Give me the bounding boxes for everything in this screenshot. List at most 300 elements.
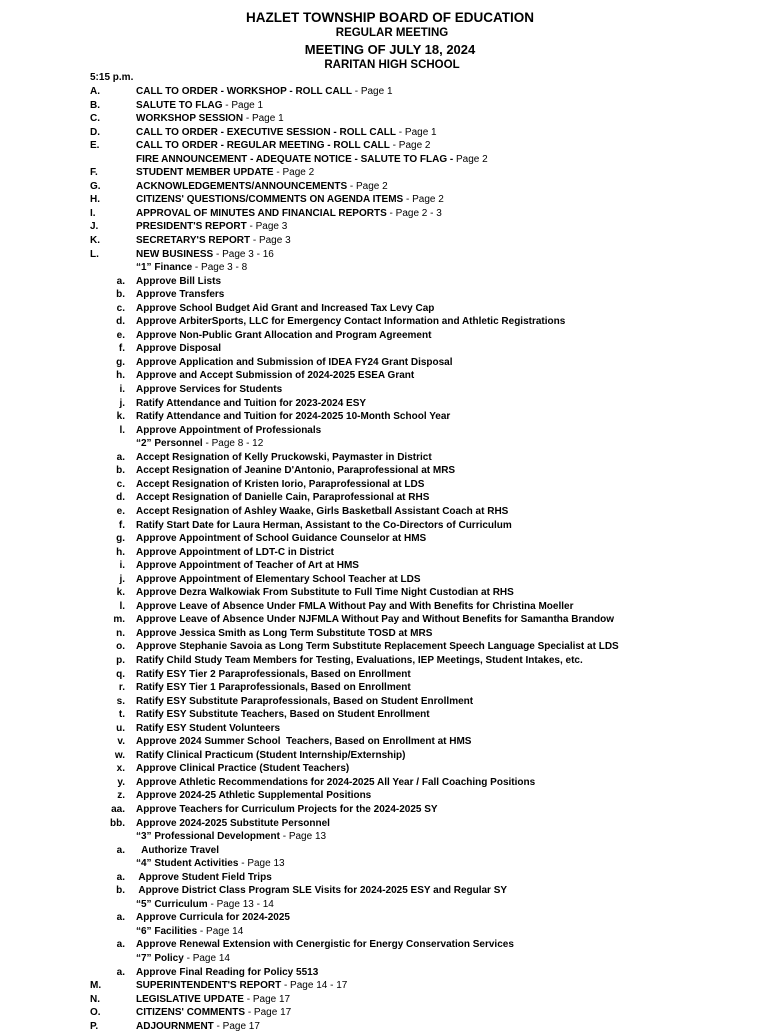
agenda-item <box>0 803 770 817</box>
agenda-item-title: Ratify Child Study Team Members for Testing, Evaluations, IEP Meetings, Student Intakes, etc. <box>136 654 583 666</box>
agenda-item-title: Authorize Travel <box>136 844 219 856</box>
agenda-item <box>0 302 770 316</box>
agenda-item <box>0 532 770 546</box>
agenda-item-label: d. <box>116 316 125 328</box>
agenda-item-text <box>136 139 430 153</box>
agenda-item-text <box>136 126 437 140</box>
agenda-item-text <box>136 559 359 573</box>
agenda-item <box>0 695 770 709</box>
agenda-item-title: Ratify ESY Substitute Teachers, Based on Student Enrollment <box>136 709 430 721</box>
agenda-item-text <box>136 505 508 519</box>
agenda-item-text <box>136 668 411 682</box>
agenda-item-title: APPROVAL OF MINUTES AND FINANCIAL REPORTS <box>136 207 387 219</box>
agenda-item-title: Approve Non-Public Grant Allocation and Program Agreement <box>136 329 432 341</box>
agenda-item-title: Accept Resignation of Kelly Pruckowski, Paymaster in District <box>136 451 432 463</box>
agenda-item-title: Approve Leave of Absence Under NJFMLA Without Pay and Without Benefits for Samantha Brandow <box>136 614 615 626</box>
agenda-item <box>0 559 770 573</box>
agenda-item-label: b. <box>116 885 125 897</box>
agenda-item <box>0 817 770 831</box>
agenda-item-text <box>136 383 282 397</box>
agenda-item-text <box>136 437 263 451</box>
agenda-item-page: - Page 13 <box>279 831 327 843</box>
agenda-item-label: q. <box>116 668 125 680</box>
agenda-item-title: Approve Dezra Walkowiak From Substitute to Full Time Night Custodian at RHS <box>136 587 514 599</box>
agenda-item-label: t. <box>118 709 125 721</box>
agenda-item <box>0 979 770 993</box>
agenda-item-label: C. <box>90 113 100 125</box>
agenda-item-label: e. <box>116 329 125 341</box>
agenda-item-page: - Page 8 - 12 <box>202 438 264 450</box>
agenda-item <box>0 397 770 411</box>
agenda-item-text <box>136 166 314 180</box>
agenda-item-label: g. <box>116 533 125 545</box>
agenda-item-text <box>136 749 406 763</box>
agenda-item-label: y. <box>117 776 125 788</box>
agenda-item-label: c. <box>116 478 125 490</box>
agenda-item-title: Approve Appointment of Professionals <box>136 424 322 436</box>
agenda-item-text <box>136 85 393 99</box>
agenda-item-label: j. <box>119 397 125 409</box>
agenda-item-title: Approve 2024-2025 Substitute Personnel <box>136 817 330 829</box>
agenda-item-label: a. <box>116 939 125 951</box>
agenda-item-title: Ratify ESY Substitute Paraprofessionals, Based on Student Enrollment <box>136 695 474 707</box>
agenda-item-label: bb. <box>110 817 125 829</box>
agenda-item-label: E. <box>90 140 100 152</box>
agenda-item-text <box>136 248 274 262</box>
agenda-item-title: STUDENT MEMBER UPDATE <box>136 167 274 179</box>
agenda-item-title: Approve ArbiterSports, LLC for Emergency Contact Information and Athletic Registrations <box>136 316 566 328</box>
agenda-item-label: o. <box>116 641 125 653</box>
agenda-item <box>0 505 770 519</box>
agenda-item-title: Approve Final Reading for Policy 5513 <box>136 966 319 978</box>
agenda-item-text <box>136 451 432 465</box>
agenda-item-label: a. <box>116 844 125 856</box>
agenda-item-label: u. <box>116 722 125 734</box>
agenda-item-label: e. <box>116 505 125 517</box>
agenda-item-text <box>136 600 573 614</box>
agenda-item-title: Approve Services for Students <box>136 384 283 396</box>
agenda-item-page: - Page 2 <box>347 180 388 192</box>
agenda-item-title: Approve Appointment of School Guidance Counselor at HMS <box>136 533 427 545</box>
agenda-item-text <box>136 871 272 885</box>
agenda-item-title: Approve Appointment of LDT-C in District <box>136 546 334 558</box>
agenda-item-text <box>136 722 280 736</box>
agenda-item-page: - Page 14 <box>183 953 230 964</box>
agenda-item-label: h. <box>116 370 125 382</box>
agenda-item-text <box>136 153 488 167</box>
agenda-item-page: - Page 17 <box>245 1007 292 1019</box>
agenda-item-title: Approve Curricula for 2024-2025 <box>136 912 290 924</box>
agenda-item-title: SUPERINTENDENT'S REPORT <box>136 980 282 992</box>
agenda-item-title: SALUTE TO FLAG <box>136 99 223 111</box>
agenda-item-text <box>136 532 426 546</box>
agenda-item-title: Approve School Budget Aid Grant and Increased Tax Levy Cap <box>136 302 435 314</box>
agenda-item <box>0 342 770 356</box>
agenda-item <box>0 600 770 614</box>
agenda-item-label: G. <box>90 180 101 192</box>
agenda-item-title: Approve 2024 Summer School Teachers, Based on Enrollment at HMS <box>136 736 472 748</box>
agenda-item-title: “2” Personnel <box>136 438 203 450</box>
agenda-item-label: B. <box>90 99 100 111</box>
agenda-item <box>0 315 770 329</box>
agenda-item-text <box>136 464 455 478</box>
agenda-item <box>0 85 770 99</box>
agenda-item-text <box>136 776 535 790</box>
agenda-item <box>0 369 770 383</box>
agenda-item-text <box>136 613 614 627</box>
agenda-item-text <box>136 342 221 356</box>
agenda-item-title: Approve Leave of Absence Under FMLA Without Pay and With Benefits for Christina Moeller <box>136 600 574 612</box>
agenda-item-text <box>136 640 619 654</box>
agenda-item <box>0 871 770 885</box>
agenda-item-title: “4” Student Activities <box>136 858 239 870</box>
agenda-item-text <box>136 681 411 695</box>
agenda-list <box>0 85 770 1033</box>
agenda-item-label: J. <box>90 221 99 233</box>
agenda-item-label: n. <box>116 627 125 639</box>
agenda-item-text <box>136 329 431 343</box>
agenda-item <box>0 857 770 871</box>
agenda-item-text <box>136 519 512 533</box>
agenda-item-page: - Page 13 - 14 <box>207 898 274 910</box>
agenda-item <box>0 952 770 966</box>
meeting-type: REGULAR MEETING <box>335 27 449 39</box>
agenda-item-text <box>136 627 432 641</box>
agenda-item-page: - Page 2 <box>389 140 431 152</box>
agenda-item <box>0 248 770 262</box>
agenda-item <box>0 99 770 113</box>
agenda-item-label: i. <box>119 560 125 572</box>
agenda-item-title: Ratify Attendance and Tuition for 2023-2024 ESY <box>136 397 367 409</box>
agenda-item <box>0 139 770 153</box>
agenda-item-title: Approve Appointment of Elementary School Teacher at LDS <box>136 573 421 585</box>
agenda-item-label: l. <box>119 424 125 436</box>
agenda-item <box>0 573 770 587</box>
agenda-item <box>0 762 770 776</box>
agenda-item-text <box>136 261 247 275</box>
agenda-item-title: ADJOURNMENT <box>136 1020 214 1032</box>
agenda-item-title: “6” Facilities <box>136 925 198 937</box>
agenda-item <box>0 126 770 140</box>
agenda-item-label: H. <box>90 194 100 206</box>
agenda-item-title: Approve Disposal <box>136 343 222 355</box>
agenda-item <box>0 220 770 234</box>
agenda-item-title: Accept Resignation of Ashley Waake, Girls Basketball Assistant Coach at RHS <box>136 505 509 517</box>
agenda-item-text <box>136 925 243 939</box>
agenda-item <box>0 207 770 221</box>
agenda-item-title: Approve Application and Submission of IDEA FY24 Grant Disposal <box>136 356 453 368</box>
agenda-item-text <box>136 911 290 925</box>
agenda-item-text <box>136 302 434 316</box>
agenda-item-label: aa. <box>111 803 125 815</box>
agenda-item-label: P. <box>90 1020 99 1032</box>
agenda-item-page: Page 2 <box>453 153 488 165</box>
agenda-item <box>0 329 770 343</box>
agenda-item <box>0 844 770 858</box>
meeting-date: MEETING OF JULY 18, 2024 <box>304 42 476 57</box>
agenda-item <box>0 586 770 600</box>
agenda-item <box>0 898 770 912</box>
agenda-item <box>0 546 770 560</box>
agenda-item <box>0 911 770 925</box>
agenda-item-label: c. <box>116 302 125 314</box>
agenda-item <box>0 654 770 668</box>
agenda-item-text <box>136 180 388 194</box>
agenda-item-page: - Page 3 - 16 <box>213 248 274 260</box>
agenda-item-text <box>136 1020 260 1033</box>
agenda-item-title: FIRE ANNOUNCEMENT - ADEQUATE NOTICE - SALUTE TO FLAG - <box>136 153 454 165</box>
agenda-item <box>0 112 770 126</box>
meeting-location: RARITAN HIGH SCHOOL <box>324 59 460 71</box>
agenda-item <box>0 668 770 682</box>
agenda-item-text <box>136 424 321 438</box>
agenda-item-page: - Page 14 - 17 <box>281 980 348 992</box>
agenda-item-label: j. <box>119 573 125 585</box>
agenda-item <box>0 193 770 207</box>
agenda-item-text <box>136 315 565 329</box>
agenda-item-text <box>136 478 424 492</box>
agenda-item <box>0 424 770 438</box>
agenda-item-page: - Page 1 <box>351 86 393 97</box>
agenda-item-title: Approve Teachers for Curriculum Projects for the 2024-2025 SY <box>136 803 438 815</box>
agenda-item-label: p. <box>116 654 125 666</box>
agenda-item-text <box>136 220 287 234</box>
agenda-item-title: Approve Transfers <box>136 289 225 301</box>
agenda-item-text <box>136 708 430 722</box>
agenda-item <box>0 166 770 180</box>
agenda-item-label: a. <box>116 275 125 287</box>
agenda-item <box>0 993 770 1007</box>
agenda-item-title: Approve Student Field Trips <box>136 871 272 883</box>
agenda-item-text <box>136 654 583 668</box>
agenda-item-label: a. <box>116 966 125 978</box>
agenda-item-text <box>136 1006 291 1020</box>
agenda-item <box>0 789 770 803</box>
agenda-item-title: WORKSHOP SESSION <box>136 113 244 125</box>
agenda-item-title: Approve Renewal Extension with Cenergistic for Energy Conservation Services <box>136 939 514 951</box>
meeting-time: 5:15 p.m. <box>90 72 134 83</box>
agenda-item-text <box>136 234 291 248</box>
agenda-item-title: Approve Bill Lists <box>136 275 222 287</box>
agenda-item-page: - Page 14 <box>197 925 244 937</box>
agenda-item-page: - Page 1 <box>396 126 437 138</box>
agenda-item-text <box>136 397 366 411</box>
agenda-item-title: Ratify ESY Student Volunteers <box>136 722 281 734</box>
agenda-item-text <box>136 275 221 289</box>
agenda-item <box>0 383 770 397</box>
agenda-item-page: - Page 1 <box>243 113 284 125</box>
agenda-item-text <box>136 817 330 831</box>
agenda-item-page: - Page 2 <box>403 194 444 206</box>
agenda-item-title: “1” Finance <box>136 262 193 274</box>
agenda-item-label: i. <box>119 384 125 396</box>
agenda-item-title: Approve Clinical Practice (Student Teachers) <box>136 763 350 775</box>
agenda-item-label: D. <box>90 126 100 138</box>
agenda-item-page: - Page 3 <box>250 235 291 247</box>
agenda-item-title: NEW BUSINESS <box>136 248 214 260</box>
agenda-item-label: O. <box>90 1007 101 1019</box>
agenda-item-page: - Page 1 <box>222 99 264 111</box>
agenda-item-title: Ratify Attendance and Tuition for 2024-2025 10-Month School Year <box>136 411 451 423</box>
agenda-item-text <box>136 207 442 221</box>
agenda-item <box>0 627 770 641</box>
agenda-item-title: Approve Appointment of Teacher of Art at HMS <box>136 560 359 572</box>
agenda-item-text <box>136 356 453 370</box>
agenda-item-title: CALL TO ORDER - EXECUTIVE SESSION - ROLL CALL <box>136 126 397 138</box>
agenda-item-title: Approve Jessica Smith as Long Term Substitute TOSD at MRS <box>136 627 433 639</box>
agenda-item-label: f. <box>118 519 125 531</box>
agenda-item-label: h. <box>116 546 125 558</box>
agenda-item-title: Accept Resignation of Kristen Iorio, Paraprofessional at LDS <box>136 478 425 490</box>
agenda-item-title: Ratify ESY Tier 1 Paraprofessionals, Based on Enrollment <box>136 682 411 694</box>
agenda-item-text <box>136 491 429 505</box>
agenda-item <box>0 749 770 763</box>
agenda-item-text <box>136 844 219 858</box>
agenda-item-label: d. <box>116 492 125 504</box>
agenda-item-page: - Page 2 - 3 <box>386 207 442 219</box>
agenda-item-text <box>136 884 507 898</box>
agenda-item-label: a. <box>116 451 125 463</box>
agenda-item-label: x. <box>116 763 125 775</box>
agenda-item <box>0 451 770 465</box>
agenda-item-title: Accept Resignation of Danielle Cain, Paraprofessional at RHS <box>136 492 430 504</box>
agenda-item <box>0 491 770 505</box>
agenda-item-title: Approve Stephanie Savoia as Long Term Substitute Replacement Speech Language Specialist at LDS <box>136 641 619 653</box>
agenda-item-label: s. <box>116 695 125 707</box>
agenda-item <box>0 288 770 302</box>
agenda-item-label: I. <box>90 207 96 219</box>
agenda-item <box>0 735 770 749</box>
agenda-item-text <box>136 979 347 993</box>
agenda-item <box>0 681 770 695</box>
agenda-item-title: “7” Policy <box>136 953 184 964</box>
agenda-item <box>0 708 770 722</box>
agenda-item-text <box>136 789 371 803</box>
agenda-item-label: z. <box>117 790 125 802</box>
agenda-item-label: b. <box>116 289 125 301</box>
agenda-item-label: b. <box>116 465 125 477</box>
agenda-item-label: w. <box>114 749 125 761</box>
agenda-item-title: Approve Athletic Recommendations for 2024-2025 All Year / Fall Coaching Positions <box>136 776 536 788</box>
agenda-item <box>0 722 770 736</box>
agenda-item-label: v. <box>117 736 125 748</box>
agenda-item-text <box>136 410 450 424</box>
agenda-item-label: a. <box>116 871 125 883</box>
agenda-item-label: F. <box>90 167 98 179</box>
agenda-item-page: - Page 13 <box>238 858 285 870</box>
agenda-item <box>0 1006 770 1020</box>
agenda-item <box>0 464 770 478</box>
agenda-item-text <box>136 112 284 126</box>
agenda-item-label: M. <box>90 980 102 992</box>
agenda-item-label: a. <box>116 912 125 924</box>
agenda-item <box>0 234 770 248</box>
agenda-item-page: - Page 3 - 8 <box>192 262 248 274</box>
agenda-item <box>0 776 770 790</box>
agenda-item-page: - Page 3 <box>246 221 288 233</box>
agenda-item-title: PRESIDENT'S REPORT <box>136 221 247 233</box>
agenda-item-title: Ratify Clinical Practicum (Student Internship/Externship) <box>136 749 406 761</box>
agenda-item-label: L. <box>90 248 99 260</box>
agenda-item-text <box>136 546 334 560</box>
agenda-item-text <box>136 898 274 912</box>
agenda-item <box>0 153 770 167</box>
agenda-item-title: CITIZENS' QUESTIONS/COMMENTS ON AGENDA ITEMS <box>136 194 404 206</box>
agenda-item <box>0 830 770 844</box>
agenda-item-label: r. <box>118 682 125 694</box>
agenda-item-text <box>136 573 421 587</box>
agenda-item-text <box>136 857 285 871</box>
agenda-item-title: CITIZENS' COMMENTS <box>136 1007 246 1019</box>
agenda-item-title: Ratify ESY Tier 2 Paraprofessionals, Based on Enrollment <box>136 668 411 680</box>
agenda-item-title: LEGISLATIVE UPDATE <box>136 993 244 1005</box>
agenda-item-text <box>136 369 414 383</box>
agenda-item-page: - Page 17 <box>243 993 291 1005</box>
agenda-item-label: N. <box>90 993 100 1005</box>
agenda-item-label: f. <box>118 343 125 355</box>
agenda-item-label: A. <box>90 86 100 97</box>
agenda-item <box>0 1020 770 1033</box>
agenda-item <box>0 261 770 275</box>
agenda-item-text <box>136 695 473 709</box>
agenda-item-title: SECRETARY'S REPORT <box>136 235 251 247</box>
agenda-item-title: Ratify Start Date for Laura Herman, Assistant to the Co-Directors of Curriculum <box>136 519 512 531</box>
agenda-item-page: - Page 2 <box>273 167 315 179</box>
agenda-item-title: CALL TO ORDER - REGULAR MEETING - ROLL CALL <box>136 140 390 152</box>
agenda-item <box>0 437 770 451</box>
agenda-item <box>0 613 770 627</box>
agenda-item-label: l. <box>119 600 125 612</box>
agenda-item-title: Approve District Class Program SLE Visits for 2024-2025 ESY and Regular SY <box>136 885 508 897</box>
agenda-item-text <box>136 193 444 207</box>
agenda-item <box>0 925 770 939</box>
agenda-item-title: Accept Resignation of Jeanine D'Antonio, Paraprofessional at MRS <box>136 465 456 477</box>
agenda-item-text <box>136 966 318 980</box>
agenda-item-text <box>136 99 263 113</box>
agenda-item <box>0 966 770 980</box>
agenda-item-text <box>136 993 290 1007</box>
agenda-item <box>0 356 770 370</box>
agenda-item-title: “3” Professional Development <box>136 831 280 843</box>
agenda-item-text <box>136 952 230 966</box>
agenda-item-label: m. <box>113 614 125 626</box>
agenda-item <box>0 410 770 424</box>
agenda-item-text <box>136 762 349 776</box>
agenda-item <box>0 884 770 898</box>
agenda-item-label: g. <box>116 356 125 368</box>
agenda-item-page: - Page 17 <box>213 1020 260 1032</box>
agenda-item <box>0 275 770 289</box>
agenda-item-title: Approve 2024-25 Athletic Supplemental Positions <box>136 790 372 802</box>
agenda-item <box>0 478 770 492</box>
agenda-item-title: Approve and Accept Submission of 2024-2025 ESEA Grant <box>136 370 415 382</box>
agenda-item-text <box>136 938 514 952</box>
agenda-item-label: k. <box>116 587 125 599</box>
agenda-item-text <box>136 586 514 600</box>
agenda-item-text <box>136 830 326 844</box>
agenda-item-title: CALL TO ORDER - WORKSHOP - ROLL CALL <box>136 86 352 97</box>
agenda-item <box>0 640 770 654</box>
agenda-item-text <box>136 735 471 749</box>
agenda-item-title: “5” Curriculum <box>136 898 208 910</box>
agenda-item <box>0 519 770 533</box>
agenda-item-text <box>136 803 438 817</box>
agenda-item <box>0 180 770 194</box>
agenda-item-title: ACKNOWLEDGEMENTS/ANNOUNCEMENTS <box>136 180 348 192</box>
agenda-item-label: k. <box>116 411 125 423</box>
agenda-item-text <box>136 288 224 302</box>
agenda-item <box>0 938 770 952</box>
